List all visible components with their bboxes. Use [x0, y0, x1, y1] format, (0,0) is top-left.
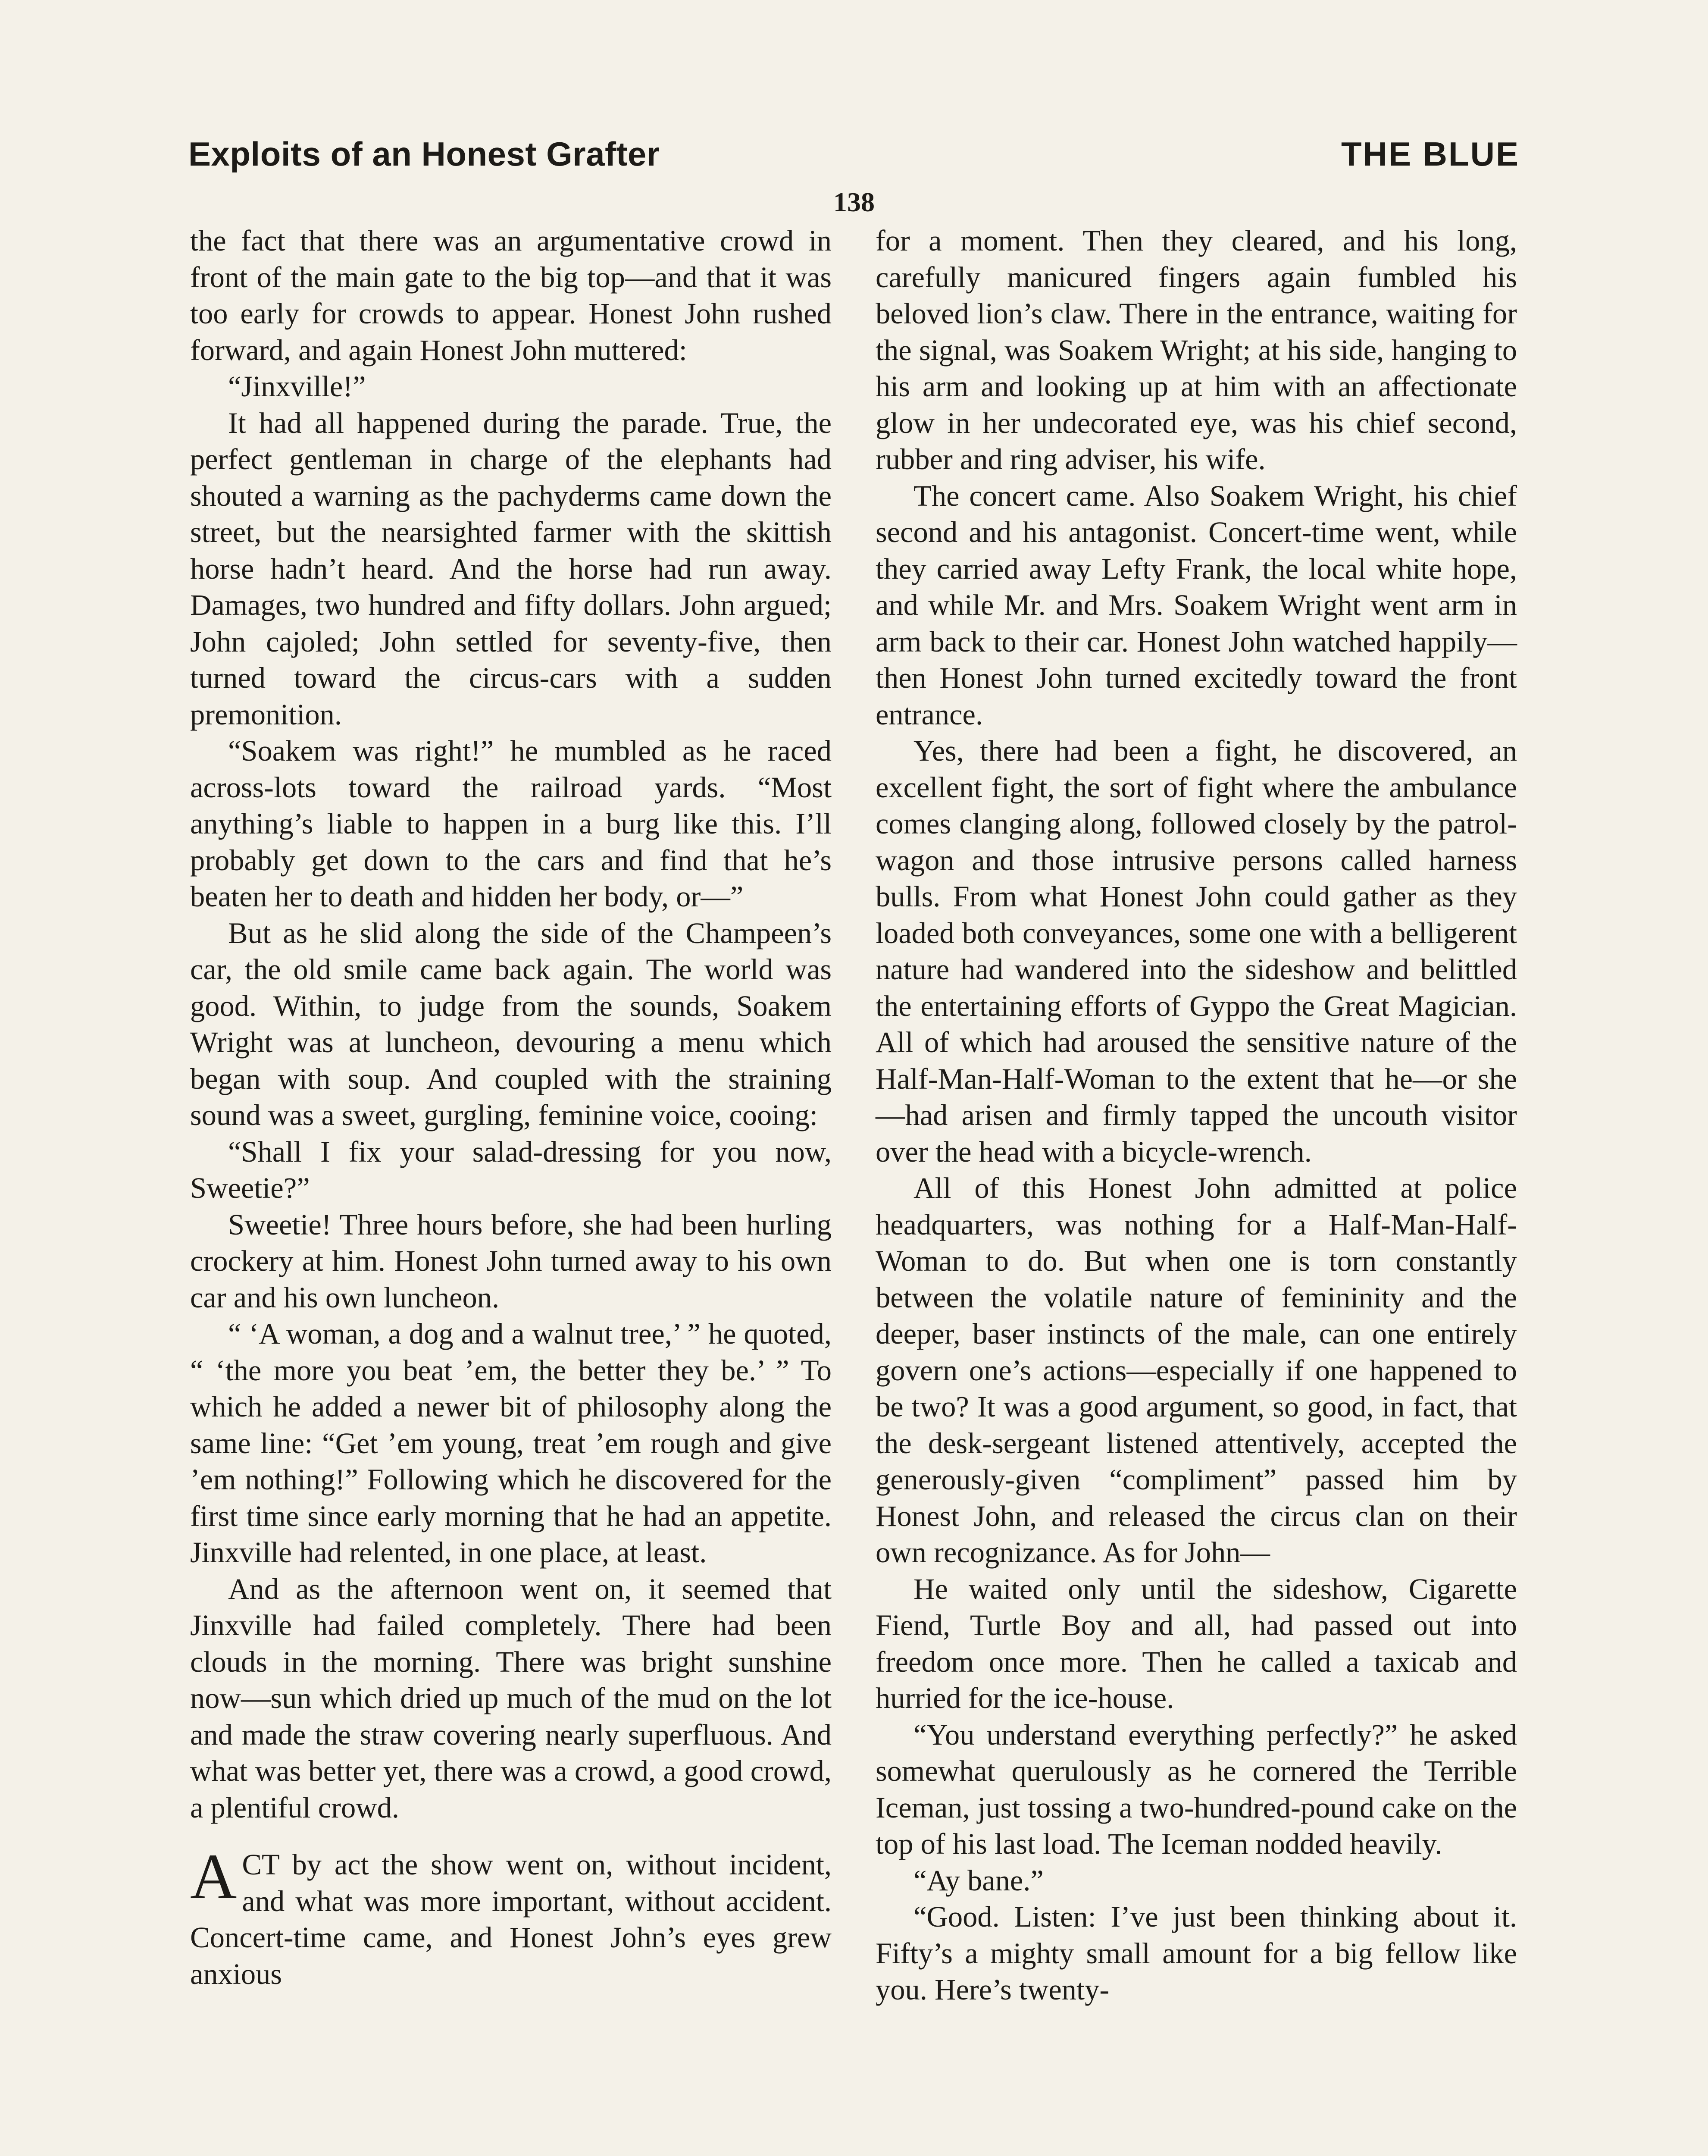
paragraph: And as the afternoon went on, it seemed that Jinxville had failed completely. There had been clouds in the morning. There was bright sunshine now—sun which dried up much of the mud on the lot and made the straw covering nearly superfluous. And what was better yet, there was a crowd, a good crowd, a plentiful crowd. [190, 1572, 832, 1824]
section-text: CT by act the show went on, without incident, and what was more important, without accident. Concert-time came, and Honest John’s eyes grew anxious [190, 1848, 832, 1990]
paragraph: But as he slid along the side of the Champeen’s car, the old smile came back again. The world was good. Within, to judge from the sounds, Soakem Wright was at luncheon, devouring a menu which began with soup. And coupled with the straining sound was a sweet, gurgling, feminine voice, cooing: [190, 916, 832, 1131]
left-column [190, 222, 832, 1992]
right-column [876, 222, 1517, 2008]
page-number: 138 [833, 187, 875, 217]
paragraph: “You understand everything perfectly?” he asked somewhat querulously as he cornered the Terrible Iceman, just tossing a two-hundred-pound cake on the top of his last load. The Iceman nodded heavily. [876, 1718, 1517, 1860]
paragraph: “Shall I fix your salad-dressing for you now, Sweetie?” [190, 1135, 832, 1204]
paragraph: for a moment. Then they cleared, and his long, carefully manicured fingers again fumbled his beloved lion’s claw. There in the entrance, waiting for the signal, was Soakem Wright; at his side, hanging to his arm and looking up at him with an affectionate glow in her undecorated eye, was his chief second, rubber and ring adviser, his wife. [876, 224, 1517, 476]
paragraph: “Ay bane.” [913, 1864, 1044, 1897]
paragraph: “Soakem was right!” he mumbled as he raced across-lots toward the railroad yards. “Most anything’s liable to happen in a burg like this. I’ll probably get down to the cars and find that he’s beaten her to death and hidden her body, or—” [190, 734, 832, 913]
drop-cap: A [190, 1841, 237, 1912]
paragraph: “Jinxville!” [228, 370, 366, 403]
section-opening [190, 1841, 832, 1992]
magazine-name: THE BLUE [1341, 135, 1520, 173]
story-title: Exploits of an Honest Grafter [188, 135, 660, 173]
paragraph: “Good. Listen: I’ve just been thinking about it. Fifty’s a mighty small amount for a big fellow like you. Here’s twenty- [876, 1900, 1517, 2006]
paragraph: All of this Honest John admitted at police headquarters, was nothing for a Half-Man-Half-Woman to do. But when one is torn constantly between the volatile nature of femininity and the deeper, baser instincts of the male, can one entirely govern one’s actions—especially if one happened to be two? It was a good argument, so good, in fact, that the desk-sergeant listened attentively, accepted the generously-given “compliment” passed him by Honest John, and released the circus clan on their own recognizance. As for John— [876, 1172, 1517, 1569]
paragraph: Sweetie! Three hours before, she had been hurling crockery at him. Honest John turned away to his own car and his own luncheon. [190, 1208, 832, 1314]
paragraph: the fact that there was an argumentative crowd in front of the main gate to the big top—and that it was too early for crowds to appear. Honest John rushed forward, and again Honest John muttered: [190, 224, 832, 367]
paragraph: “ ‘A woman, a dog and a walnut tree,’ ” he quoted, “ ‘the more you beat ’em, the better they be.’ ” To which he added a newer bit of philosophy along the same line: “Get ’em young, treat ’em rough and give ’em nothing!” Following which he discovered for the first time since early morning that he had an appetite. Jinxville had relented, in one place, at least. [190, 1317, 832, 1569]
paragraph: He waited only until the sideshow, Cigarette Fiend, Turtle Boy and all, had passed out into freedom once more. Then he called a taxicab and hurried for the ice-house. [876, 1572, 1517, 1714]
paragraph: It had all happened during the parade. True, the perfect gentleman in charge of the elephants had shouted a warning as the pachyderms came down the street, but the nearsighted farmer with the skittish horse hadn’t heard. And the horse had run away. Damages, two hundred and fifty dollars. John argued; John cajoled; John settled for seventy-five, then turned toward the circus-cars with a sudden premonition. [190, 406, 832, 731]
paragraph: The concert came. Also Soakem Wright, his chief second and his antagonist. Concert-time went, while they carried away Lefty Frank, the local white hope, and while Mr. and Mrs. Soakem Wright went arm in arm back to their car. Honest John watched happily—then Honest John turned excitedly toward the front entrance. [876, 479, 1517, 731]
paragraph: Yes, there had been a fight, he discovered, an excellent fight, the sort of fight where the ambulance comes clanging along, followed closely by the patrol-wagon and those intrusive persons called harness bulls. From what Honest John could gather as they loaded both conveyances, some one with a belligerent nature had wandered into the sideshow and belittled the entertaining efforts of Gyppo the Great Magician. All of which had aroused the sensitive nature of the Half-Man-Half-Woman to the extent that he—or she—had arisen and firmly tapped the uncouth visitor over the head with a bicycle-wrench. [876, 734, 1517, 1168]
